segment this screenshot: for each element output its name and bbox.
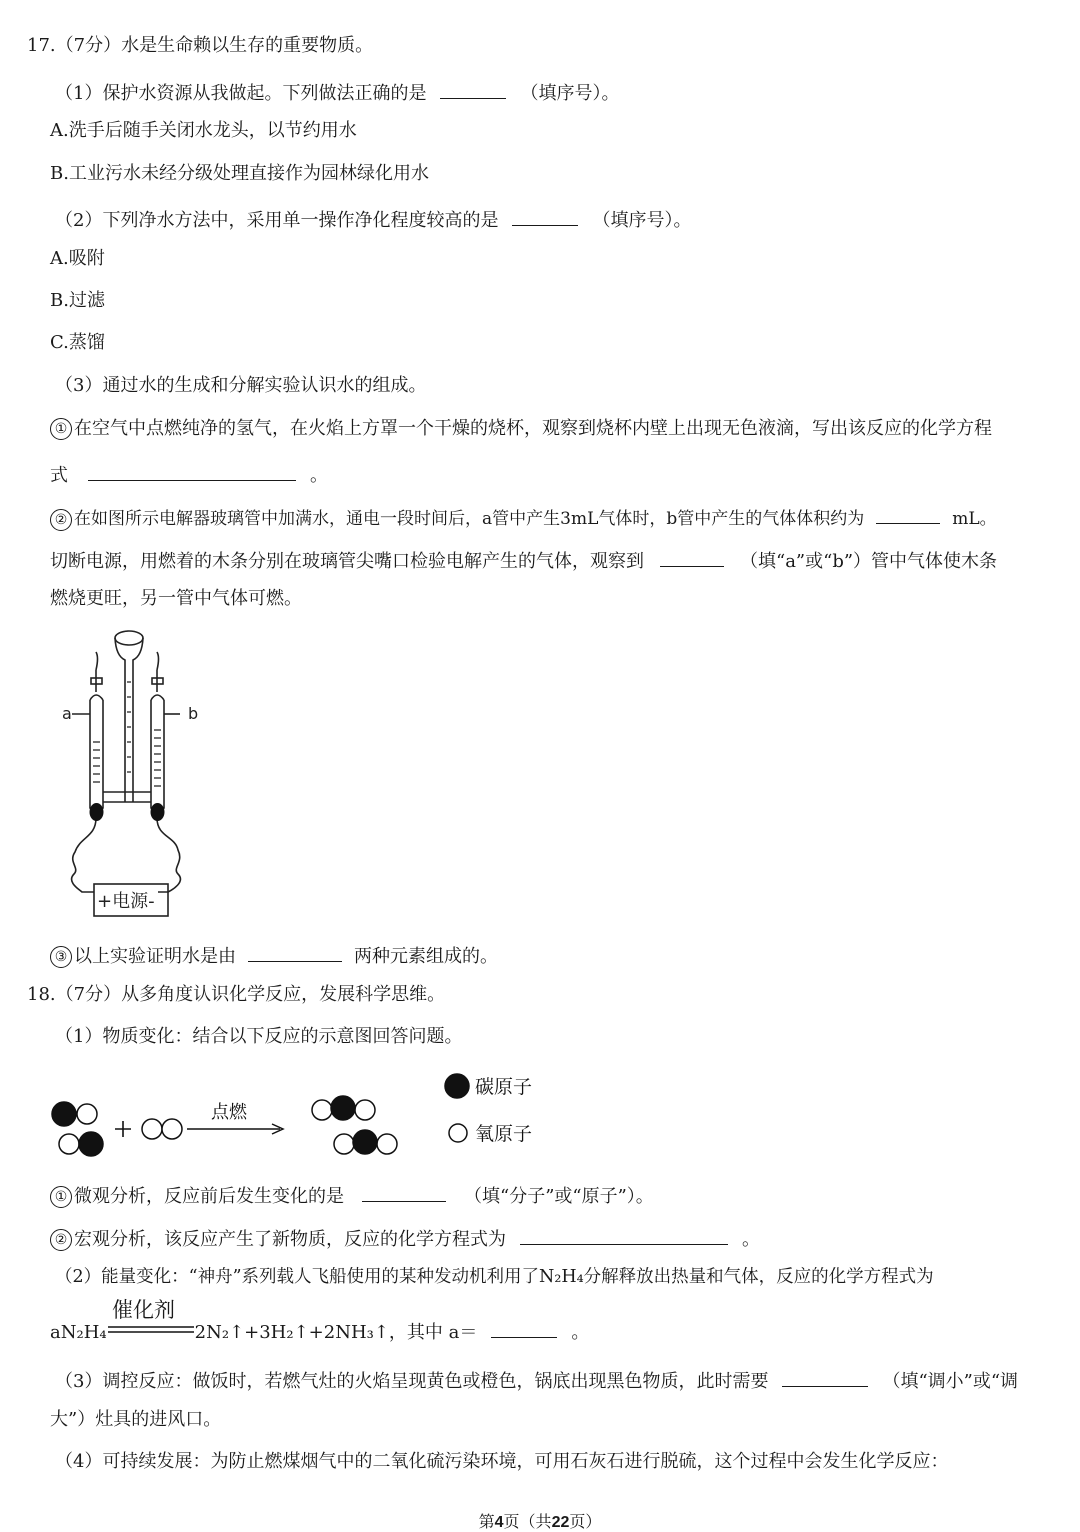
legend-carbon-atom [445, 1074, 469, 1098]
circled-number: ③ [50, 946, 72, 968]
reaction-condition: 点燃 [211, 1102, 247, 1123]
legend-oxygen-atom [449, 1124, 467, 1142]
oxygen-atom [59, 1134, 79, 1154]
page-total: 22 [551, 1514, 570, 1531]
item1-text: 在空气中点燃纯净的氢气，在火焰上方罩一个干燥的烧杯，观察到烧杯内壁上出现无色液滴，写出该反应的化学方程 [74, 418, 992, 439]
q17-p2-option-a: A.吸附 [50, 248, 105, 269]
equation-right: 2N₂↑+3H₂↑+2NH₃↑，其中 a＝ [194, 1322, 478, 1343]
q17-part3-item2-line3: 燃烧更旺，另一管中气体可燃。 [50, 588, 302, 609]
fig-label-b: b [188, 704, 199, 723]
answer-blank[interactable] [520, 1226, 728, 1245]
q18-part1-item1 [50, 1183, 654, 1208]
period: 。 [571, 1322, 590, 1343]
equation-left: aN₂H₄ [50, 1322, 107, 1343]
q18-part2-line1: （2）能量变化：“神舟”系列载人飞船使用的某种发动机利用了N₂H₄分解释放出热量和气体，反应的化学方程式为 [55, 1267, 934, 1287]
circled-number: ① [50, 418, 72, 440]
item2-text-cont: 切断电源，用燃着的木条分别在玻璃管尖嘴口检验电解产生的气体，观察到 [50, 551, 644, 572]
power-supply-label: +电源- [97, 891, 155, 912]
part3-hint: （填“调小”或“调 [882, 1371, 1019, 1392]
q18-part4-line1: （4）可持续发展：为防止燃煤烟气中的二氧化硫污染环境，可用石灰石进行脱硫，这个过程中会发生化学反应： [55, 1451, 949, 1472]
legend-carbon-label: 碳原子 [475, 1076, 533, 1098]
q17-part3-item2-line1 [50, 505, 997, 531]
q18-part1-item2 [50, 1226, 760, 1251]
footer-text: 页（共 [503, 1512, 552, 1531]
oxygen-atom [142, 1119, 162, 1139]
item2-text: 宏观分析，该反应产生了新物质，反应的化学方程式为 [74, 1229, 506, 1250]
fig-label-a: a [62, 704, 72, 723]
q18-part3-line1 [55, 1368, 1018, 1391]
carbon-atom [353, 1130, 377, 1154]
catalyst-label: 催化剂 [112, 1298, 175, 1322]
q18-part1-title: （1）物质变化：结合以下反应的示意图回答问题。 [55, 1026, 463, 1047]
q18-part2-equation [50, 1319, 589, 1342]
page-footer [0, 1509, 1080, 1532]
plus-sign [115, 1121, 131, 1137]
period: 。 [742, 1229, 760, 1250]
answer-blank[interactable] [491, 1319, 557, 1338]
q17-title: 17.（7分）水是生命赖以生存的重要物质。 [27, 35, 374, 56]
circled-number: ① [50, 1186, 72, 1208]
q18-part3-line2: 大”）灶具的进风口。 [50, 1409, 222, 1430]
item2-text: 在如图所示电解器玻璃管中加满水，通电一段时间后，a管中产生3mL气体时，b管中产生的气体体积约为 [74, 509, 865, 529]
oxygen-atom [77, 1104, 97, 1124]
q17-p2-option-c: C.蒸馏 [50, 332, 105, 353]
oxygen-atom [355, 1100, 375, 1120]
legend-oxygen-label: 氧原子 [475, 1123, 533, 1145]
q17-part2-suffix: （填序号）。 [592, 210, 692, 231]
oxygen-atom [377, 1134, 397, 1154]
item3-text: 以上实验证明水是由 [74, 946, 236, 967]
answer-blank[interactable] [88, 462, 296, 481]
q17-part1-text: （1）保护水资源从我做起。下列做法正确的是 [55, 83, 427, 104]
q17-part3-item3 [50, 943, 498, 968]
oxygen-atom [162, 1119, 182, 1139]
electrolysis-apparatus-figure [50, 622, 210, 924]
carbon-atom [52, 1102, 76, 1126]
answer-blank[interactable] [782, 1368, 868, 1387]
circled-number: ② [50, 1229, 72, 1251]
item2-text-hint: （填“a”或“b”）管中气体使木条 [740, 551, 998, 572]
carbon-atom [79, 1132, 103, 1156]
part3-text: （3）调控反应：做饭时，若燃气灶的火焰呈现黄色或橙色，锅底出现黑色物质，此时需要 [55, 1371, 769, 1392]
q17-p1-option-b: B.工业污水未经分级处理直接作为园林绿化用水 [50, 163, 429, 184]
footer-text: 第 [478, 1512, 495, 1531]
answer-blank[interactable] [512, 207, 578, 226]
item1-text: 微观分析，反应前后发生变化的是 [74, 1186, 344, 1207]
footer-text: 页） [569, 1512, 602, 1531]
item1-text-cont: 式 [50, 465, 68, 486]
q17-part2-text: （2）下列净水方法中，采用单一操作净化程度较高的是 [55, 210, 499, 231]
item3-suffix: 两种元素组成的。 [354, 946, 498, 967]
q17-p2-option-b: B.过滤 [50, 290, 105, 311]
carbon-atom [331, 1096, 355, 1120]
page-number: 4 [494, 1514, 504, 1531]
q17-part3-item2-line2 [50, 548, 997, 571]
q17-part1-suffix: （填序号）。 [520, 83, 620, 104]
oxygen-atom [334, 1134, 354, 1154]
q17-part3-item1-line2 [50, 462, 328, 485]
q17-p1-option-a: A.洗手后随手关闭水龙头，以节约用水 [50, 120, 357, 141]
q17-part2 [55, 207, 691, 230]
q17-part3-item1-line1 [50, 418, 992, 440]
q18-title: 18.（7分）从多角度认识化学反应，发展科学思维。 [27, 984, 446, 1005]
q17-part1 [55, 80, 619, 103]
answer-blank[interactable] [876, 505, 940, 524]
item1-hint: （填“分子”或“原子”）。 [464, 1186, 654, 1207]
circled-number: ② [50, 509, 72, 531]
period: 。 [310, 465, 328, 486]
q17-part3-title: （3）通过水的生成和分解实验认识水的组成。 [55, 375, 427, 396]
oxygen-atom [312, 1100, 332, 1120]
unit: mL。 [952, 509, 997, 529]
answer-blank[interactable] [362, 1183, 446, 1202]
answer-blank[interactable] [248, 943, 342, 962]
answer-blank[interactable] [660, 548, 724, 567]
reaction-diagram [48, 1070, 548, 1162]
answer-blank[interactable] [440, 80, 506, 99]
